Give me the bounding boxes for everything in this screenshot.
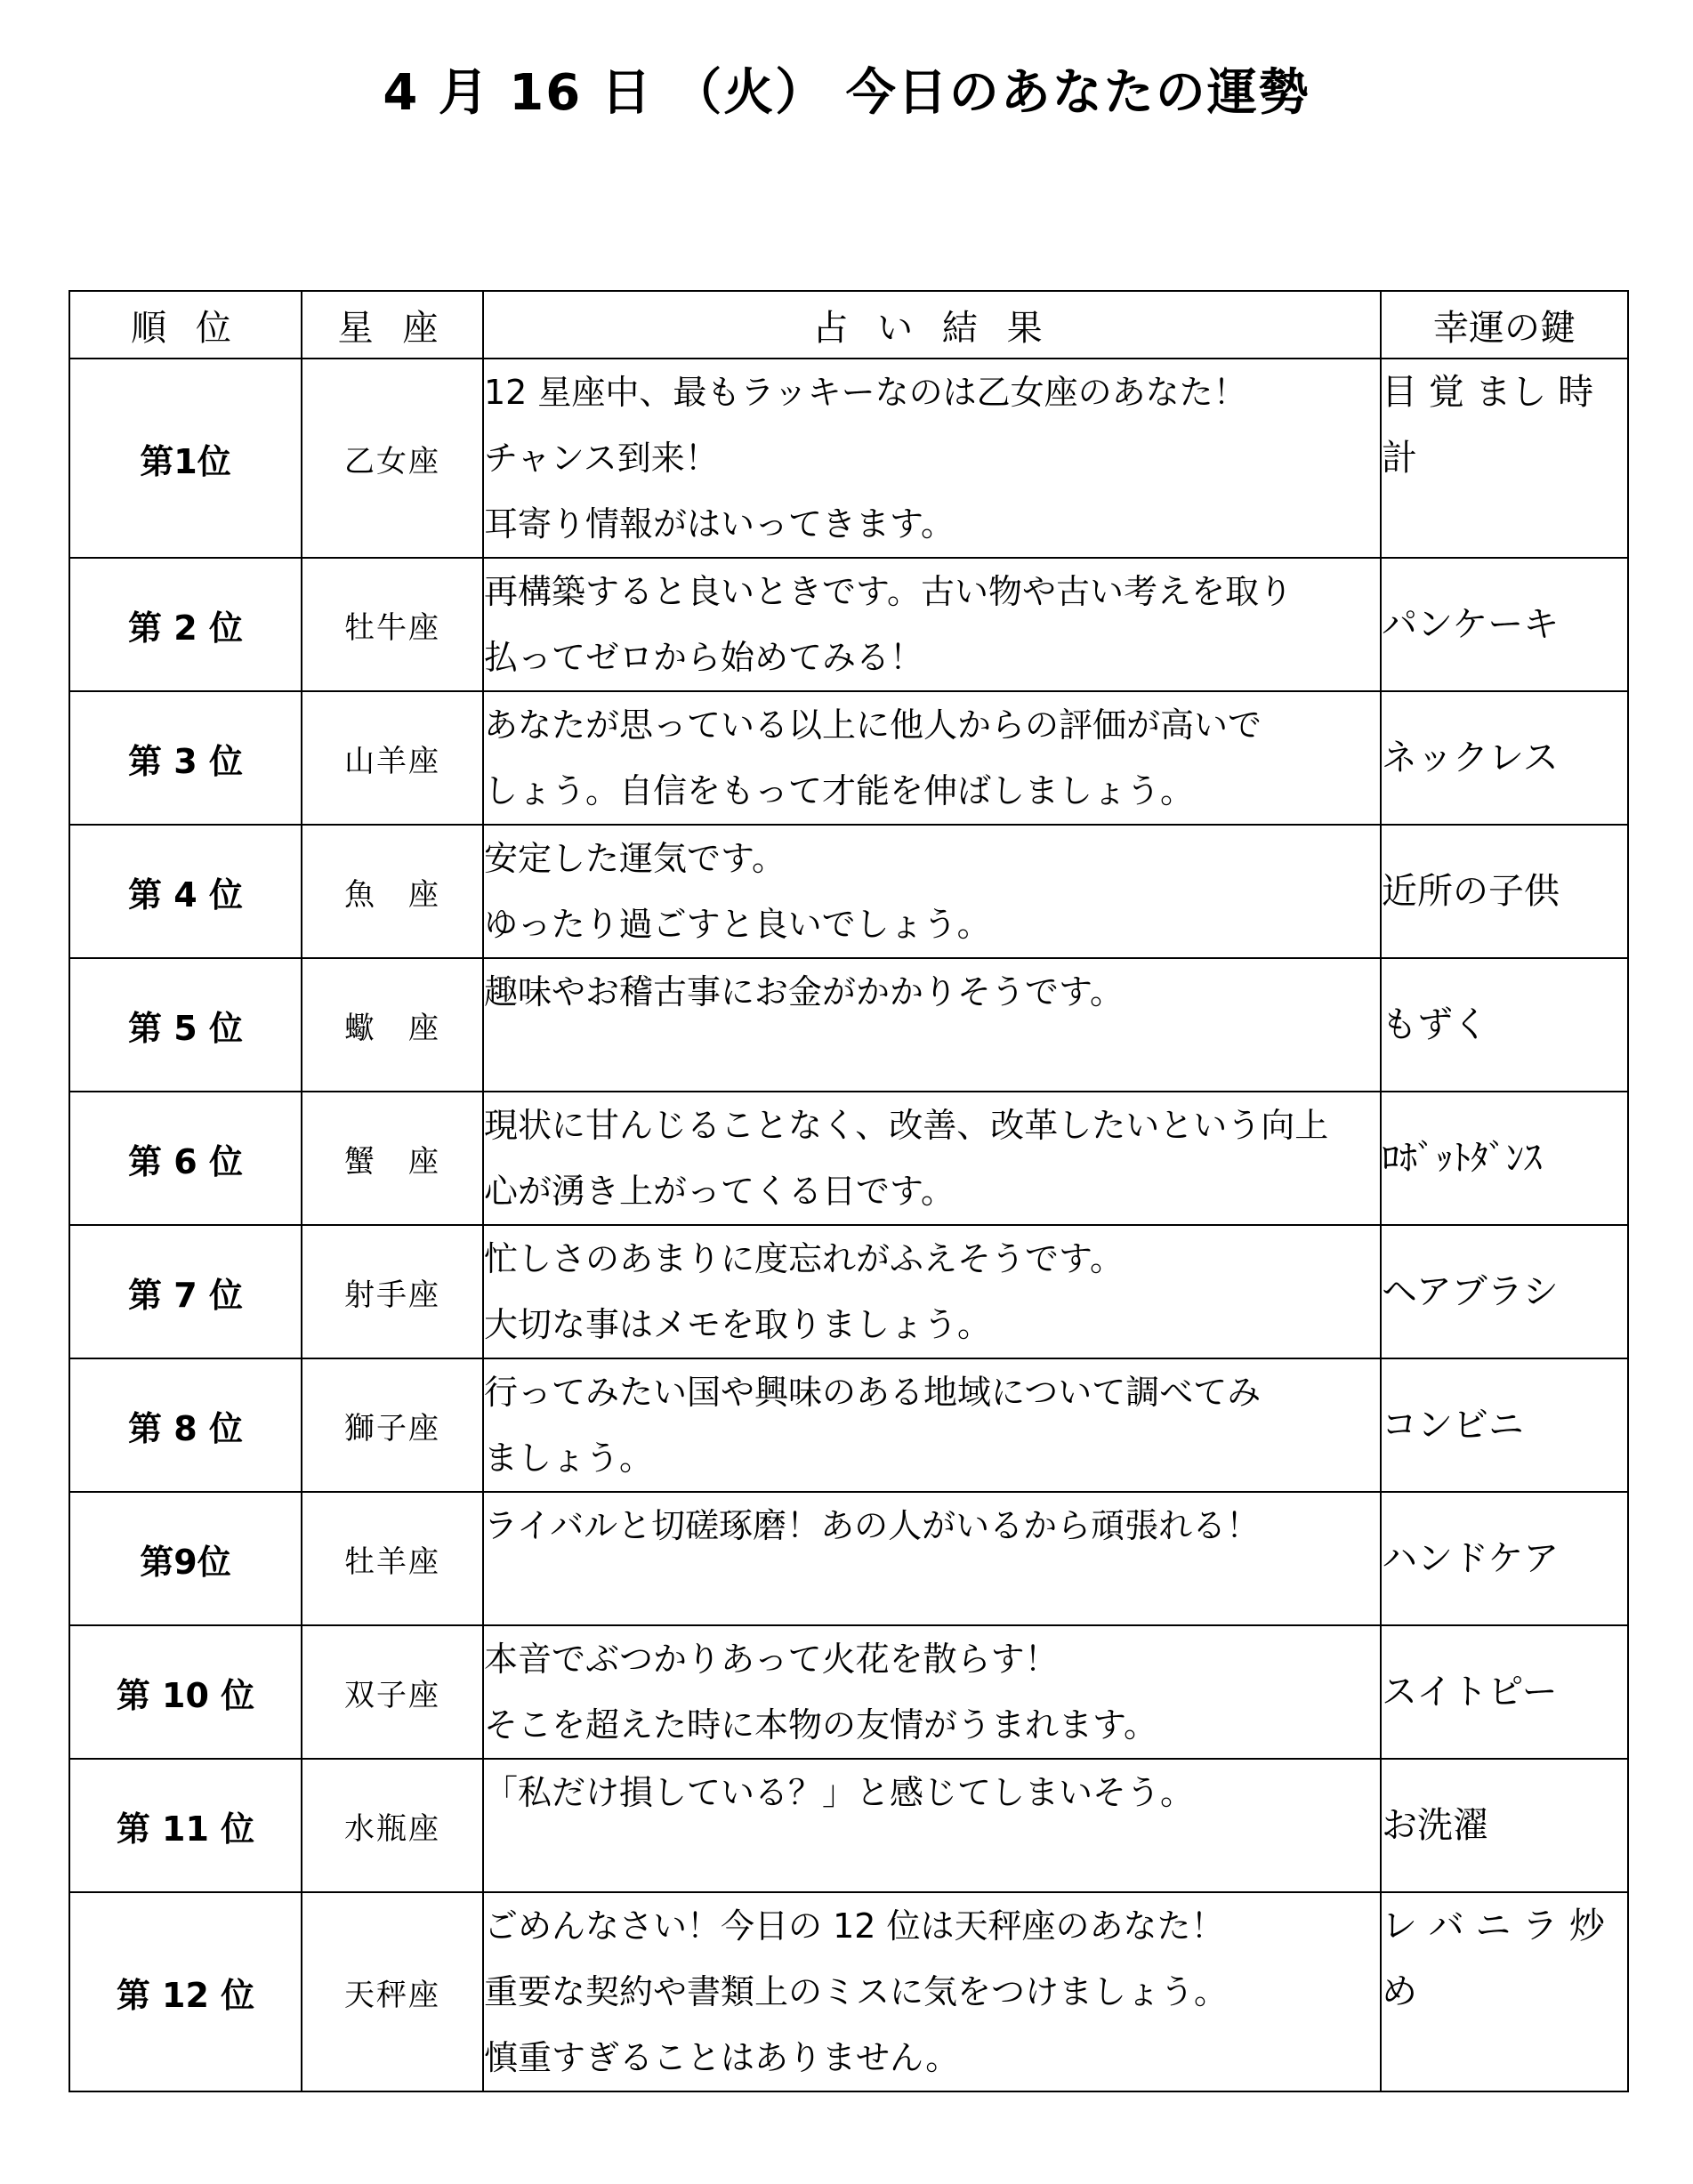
fortune-result-line: 大切な事はメモを取りましょう。 [484,1305,992,1344]
rank-cell: 第 12 位 [69,1892,302,2091]
fortune-result-line: 重要な契約や書類上のミスに気をつけましょう。 [484,1972,1229,2011]
rank-cell: 第 2 位 [69,558,302,691]
zodiac-sign-cell: 牡牛座 [302,558,483,691]
fortune-result-line: ましょう。 [484,1439,654,1478]
fortune-result-line: あなたが思っている以上に他人からの評価が高いで [484,705,1262,745]
zodiac-sign-cell: 獅子座 [302,1358,483,1492]
table-row [69,1492,1628,1625]
header-rank: 順 位 [69,291,302,359]
fortune-result-line: 「私だけ損している？」と感じてしまいそう。 [484,1773,1195,1812]
header-lucky-key: 幸運の鍵 [1381,291,1628,359]
fortune-result-line: 再構築すると良いときです。古い物や古い考えを取り [484,572,1293,611]
zodiac-sign-cell: 双子座 [302,1625,483,1759]
rank-cell: 第 6 位 [69,1092,302,1225]
fortune-result-line [484,1025,1380,1091]
rank-cell: 第 11 位 [69,1759,302,1892]
fortune-result-line: 耳寄り情報がはいってきます。 [484,504,955,544]
table-row [69,825,1628,958]
fortune-result-line: 趣味やお稽古事にお金がかかりそうです。 [484,972,1124,1011]
fortune-result-line: 現状に甘んじることなく、改善、改革したいという向上 [484,1106,1329,1145]
rank-cell: 第 7 位 [69,1225,302,1358]
fortune-result-cell [483,1892,1381,2091]
lucky-key-cell: スイトピー [1381,1625,1628,1759]
fortune-result-line: 本音でぶつかりあって火花を散らす！ [484,1640,1059,1679]
lucky-key-cell: ﾛﾎﾞｯﾄﾀﾞﾝｽ [1381,1092,1628,1225]
fortune-result-line: 行ってみたい国や興味のある地域について調べてみ [484,1373,1262,1412]
fortune-result-line: 12 星座中、最もラッキーなのは乙女座のあなた！ [484,373,1247,412]
fortune-result-cell [483,1358,1381,1492]
lucky-key-cell: ネックレス [1381,691,1628,825]
fortune-result-cell [483,1625,1381,1759]
table-row [69,958,1628,1092]
zodiac-sign-cell: 天秤座 [302,1892,483,2091]
page-title: 4 月 16 日 （火） 今日のあなたの運勢 [383,64,1310,122]
rank-cell: 第 3 位 [69,691,302,825]
header-row [69,291,1628,359]
fortune-result-cell [483,1759,1381,1892]
fortune-result-cell [483,359,1381,558]
zodiac-sign-cell: 山羊座 [302,691,483,825]
fortune-result-cell [483,558,1381,691]
lucky-key-cell: レ バ ニ ラ 炒 め [1381,1892,1628,2091]
table-row [69,1759,1628,1892]
table-row [69,558,1628,691]
table-row [69,1625,1628,1759]
lucky-key-cell: ハンドケア [1381,1492,1628,1625]
fortune-result-cell [483,1492,1381,1625]
lucky-key-cell: 目 覚 まし 時 計 [1381,359,1628,558]
rank-cell: 第 8 位 [69,1358,302,1492]
table-row [69,359,1628,558]
fortune-result-cell [483,958,1381,1092]
fortune-result-cell [483,825,1381,958]
fortune-result-line: ライバルと切磋琢磨！あの人がいるから頑張れる！ [484,1506,1261,1545]
fortune-result-cell [483,691,1381,825]
rank-cell: 第9位 [69,1492,302,1625]
fortune-result-cell [483,1092,1381,1225]
table-row [69,1092,1628,1225]
fortune-result-line: そこを超えた時に本物の友情がうまれます。 [484,1705,1157,1745]
fortune-result-line: ごめんなさい！今日の 12 位は天秤座のあなた！ [484,1906,1225,1946]
fortune-result-cell [483,1225,1381,1358]
zodiac-sign-cell: 蠍 座 [302,958,483,1092]
lucky-key-cell: ヘアブラシ [1381,1225,1628,1358]
zodiac-sign-cell: 蟹 座 [302,1092,483,1225]
fortune-result-line: チャンス到来！ [484,439,719,478]
fortune-result-line: 安定した運気です。 [484,839,786,878]
table-row [69,1358,1628,1492]
fortune-result-line: 払ってゼロから始めてみる！ [484,638,924,677]
table-row [69,1225,1628,1358]
fortune-rows [69,359,1628,2091]
rank-cell: 第 4 位 [69,825,302,958]
lucky-key-cell: もずく [1381,958,1628,1092]
table-row [69,1892,1628,2091]
rank-cell: 第 5 位 [69,958,302,1092]
rank-cell: 第 10 位 [69,1625,302,1759]
zodiac-sign-cell: 水瓶座 [302,1759,483,1892]
zodiac-sign-cell: 牡羊座 [302,1492,483,1625]
fortune-table [69,290,1629,2092]
lucky-key-cell: 近所の子供 [1381,825,1628,958]
rank-cell: 第1位 [69,359,302,558]
fortune-result-line: しょう。自信をもって才能を伸ばしましょう。 [484,771,1195,810]
fortune-result-line [484,1825,1380,1891]
header-sign: 星 座 [302,291,483,359]
zodiac-sign-cell: 乙女座 [302,359,483,558]
lucky-key-cell: コンビニ [1381,1358,1628,1492]
header-result: 占 い 結 果 [483,291,1381,359]
fortune-result-line: 心が湧き上がってくる日です。 [484,1172,955,1211]
fortune-result-line: ゆったり過ごすと良いでしょう。 [484,905,991,944]
fortune-result-line [484,1559,1380,1624]
fortune-result-line: 忙しさのあまりに度忘れがふえそうです。 [484,1239,1124,1278]
lucky-key-cell: パンケーキ [1381,558,1628,691]
lucky-key-cell: お洗濯 [1381,1759,1628,1892]
zodiac-sign-cell: 射手座 [302,1225,483,1358]
table-row [69,691,1628,825]
fortune-result-line: 慎重すぎることはありません。 [484,2038,960,2077]
zodiac-sign-cell: 魚 座 [302,825,483,958]
